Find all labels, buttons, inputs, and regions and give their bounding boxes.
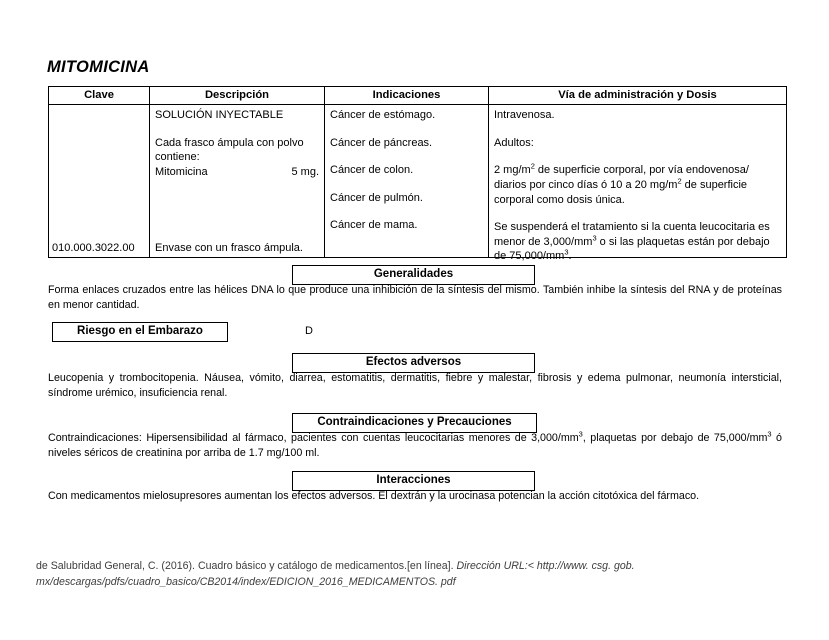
- via-population: Adultos:: [494, 136, 534, 149]
- section-header-contraindicaciones: Contraindicaciones y Precauciones: [292, 413, 537, 433]
- citation: [36, 558, 708, 591]
- column-header-clave: Clave: [49, 87, 150, 105]
- via-suspend-part2: o si las plaquetas están por debajo de 75,000/mm: [494, 235, 770, 263]
- descripcion-ingredient-name: Mitomicina: [155, 165, 208, 178]
- section-header-riesgo-embarazo: Riesgo en el Embarazo: [52, 322, 228, 342]
- section-header-interacciones: Interacciones: [292, 471, 535, 491]
- via-dose-part3: de superficie corporal como dosis única.: [494, 178, 748, 206]
- descripcion-contains-label: Cada frasco ámpula con polvo contiene:: [155, 136, 304, 164]
- table-header-row: [49, 87, 787, 105]
- descripcion-form: SOLUCIÓN INYECTABLE: [155, 109, 284, 122]
- contraindicaciones-text: [48, 431, 782, 461]
- via-suspend-part3: .: [568, 250, 572, 263]
- contraindicaciones-sup1: 3: [578, 429, 583, 439]
- via-route: Intravenosa.: [494, 109, 555, 122]
- cell-indicaciones: [325, 105, 489, 258]
- section-header-generalidades: Generalidades: [292, 265, 535, 285]
- column-header-indicaciones: Indicaciones: [325, 87, 489, 105]
- indicacion-item: Cáncer de estómago.: [330, 109, 436, 122]
- medication-table: [48, 86, 787, 263]
- contraindicaciones-part2: , plaquetas por debajo de 75,000/mm: [582, 432, 768, 444]
- riesgo-embarazo-value: D: [305, 325, 313, 337]
- via-suspend: [494, 220, 781, 264]
- via-suspend-sup2: 3: [564, 247, 569, 257]
- cell-clave: [49, 105, 150, 258]
- efectos-adversos-text: Leucopenia y trombocitopenia. Náusea, vómito, diarrea, estomatitis, dermatitis, fiebre y malestar, fibrosis y edema pulmonar, neumonía intersticial, síndrome urémico, insuficiencia renal.: [48, 372, 782, 400]
- contraindicaciones-sup2: 3: [767, 429, 772, 439]
- column-header-descripcion: Descripción: [150, 87, 325, 105]
- generalidades-text: Forma enlaces cruzados entre las hélices DNA lo que produce una inhibición de la síntesis del mismo. También inhibe la síntesis del RNA y de proteínas en menor cantidad.: [48, 284, 782, 312]
- cell-via-administracion: [489, 105, 787, 263]
- indicacion-item: Cáncer de pulmón.: [330, 191, 423, 204]
- descripcion-ingredient-amount: 5 mg.: [291, 165, 319, 178]
- citation-plain: de Salubridad General, C. (2016). Cuadro básico y catálogo de medicamentos.[en línea].: [36, 560, 457, 572]
- cell-descripcion: [150, 105, 325, 258]
- interacciones-text: Con medicamentos mielosupresores aumentan los efectos adversos. El dextrán y la urocinasa potencian la acción citotóxica del fármaco.: [48, 490, 700, 502]
- column-header-via: Vía de administración y Dosis: [489, 87, 787, 105]
- indicacion-item: Cáncer de colon.: [330, 164, 414, 177]
- citation-url: Dirección URL:< http://www. csg. gob. mx/descargas/pdfs/cuadro_basico/CB2014/index/EDICION_2016_MEDICAMENTOS. pdf: [36, 560, 635, 589]
- clave-code: 010.000.3022.00: [52, 241, 135, 254]
- via-dose-sup2: 2: [677, 176, 682, 186]
- contraindicaciones-part1: Contraindicaciones: Hipersensibilidad al fármaco, pacientes con cuentas leucocitarias menores de 3,000/mm: [48, 432, 579, 444]
- section-header-efectos-adversos: Efectos adversos: [292, 353, 535, 373]
- via-suspend-part1: Se suspenderá el tratamiento si la cuenta leucocitaria es menor de 3,000/mm: [494, 221, 770, 248]
- via-dose-part1: 2 mg/m: [494, 164, 531, 177]
- drug-title: MITOMICINA: [47, 58, 150, 76]
- indicacion-item: Cáncer de páncreas.: [330, 136, 433, 149]
- via-suspend-sup1: 3: [592, 233, 597, 243]
- indicacion-item: Cáncer de mama.: [330, 219, 418, 232]
- contraindicaciones-part3: ó niveles séricos de creatinina por arriba de 1.7 mg/100 ml.: [48, 432, 782, 460]
- via-dose-sup1: 2: [530, 161, 535, 171]
- descripcion-package: Envase con un frasco ámpula.: [155, 241, 303, 254]
- via-dose: [494, 163, 781, 207]
- table-row: [49, 105, 787, 258]
- via-dose-part2: de superficie corporal, por vía endovenosa/ diarios por cinco días ó 10 a 20 mg/m: [494, 164, 749, 191]
